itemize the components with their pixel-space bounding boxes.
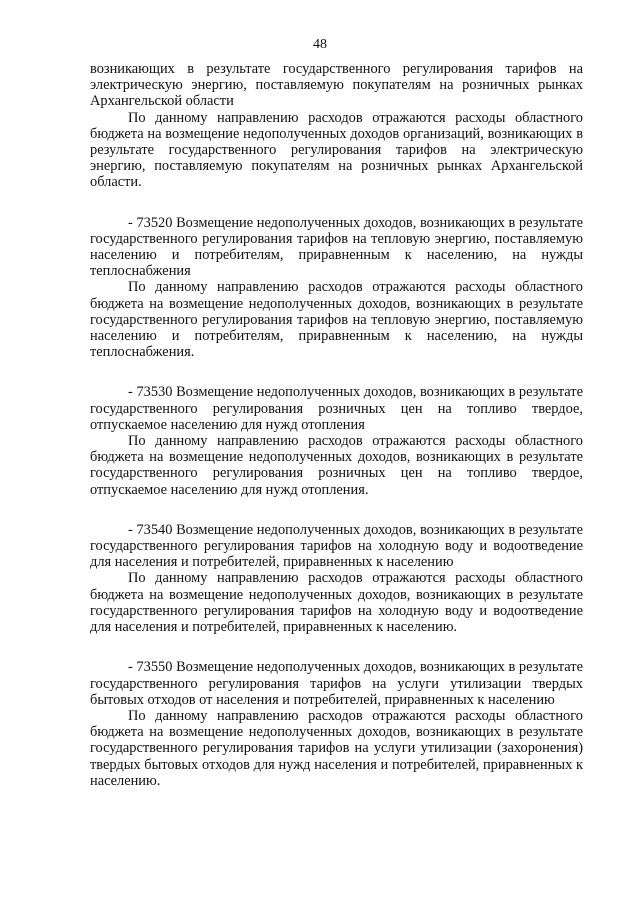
- section-heading-73530: - 73530 Возмещение недополученных доходов, возникающих в результате государственного регулирования розничных цен на топливо твердое, отпускаемое населению для нужд отопления: [90, 384, 583, 433]
- section-heading-73520: - 73520 Возмещение недополученных доходов, возникающих в результате государственного регулирования тарифов на тепловую энергию, поставляемую населению и потребителям, приравненным к населению, на нужды теплоснабжения: [90, 214, 583, 280]
- section-description: По данному направлению расходов отражаются расходы областного бюджета на возмещение недополученных доходов организаций, возникающих в результате государственного регулирования тарифов на электрическую энергию, поставляемую покупателям на розничных рынках Архангельской области.: [90, 109, 583, 191]
- section-description-73550: По данному направлению расходов отражаются расходы областного бюджета на возмещение недополученных доходов, возникающих в результате государственного регулирования тарифов на услуги утилизации (захоронения) твердых бытовых отходов для нужд населения и потребителей, приравненных к населению.: [90, 707, 583, 789]
- section-spacer: [90, 360, 583, 384]
- section-spacer: [90, 635, 583, 659]
- section-spacer: [90, 191, 583, 215]
- section-description-73530: По данному направлению расходов отражаются расходы областного бюджета на возмещение недополученных доходов, возникающих в результате государственного регулирования розничных цен на топливо твердое, отпускаемое населению для нужд отопления.: [90, 433, 583, 498]
- section-continuation-text: возникающих в результате государственного регулирования тарифов на электрическую энергию, поставляемую покупателям на розничных рынках Архангельской области: [90, 61, 583, 110]
- page-number: 48: [313, 37, 327, 52]
- section-description-73540: По данному направлению расходов отражаются расходы областного бюджета на возмещение недополученных доходов, возникающих в результате государственного регулирования тарифов на холодную воду и водоотведение для населения и потребителей, приравненных к населению.: [90, 570, 583, 636]
- section-description-73520: По данному направлению расходов отражаются расходы областного бюджета на возмещение недополученных доходов, возникающих в результате государственного регулирования тарифов на тепловую энергию, поставляемую населению и потребителям, приравненным к населению, на нужды теплоснабжения.: [90, 279, 583, 361]
- section-heading-73550: - 73550 Возмещение недополученных доходов, возникающих в результате государственного регулирования тарифов на услуги утилизации твердых бытовых отходов от населения и потребителей, приравненных к населению: [90, 659, 583, 708]
- section-heading-73540: - 73540 Возмещение недополученных доходов, возникающих в результате государственного регулирования тарифов на холодную воду и водоотведение для населения и потребителей, приравненных к населению: [90, 521, 583, 571]
- document-body: [90, 61, 583, 789]
- section-spacer: [90, 498, 583, 522]
